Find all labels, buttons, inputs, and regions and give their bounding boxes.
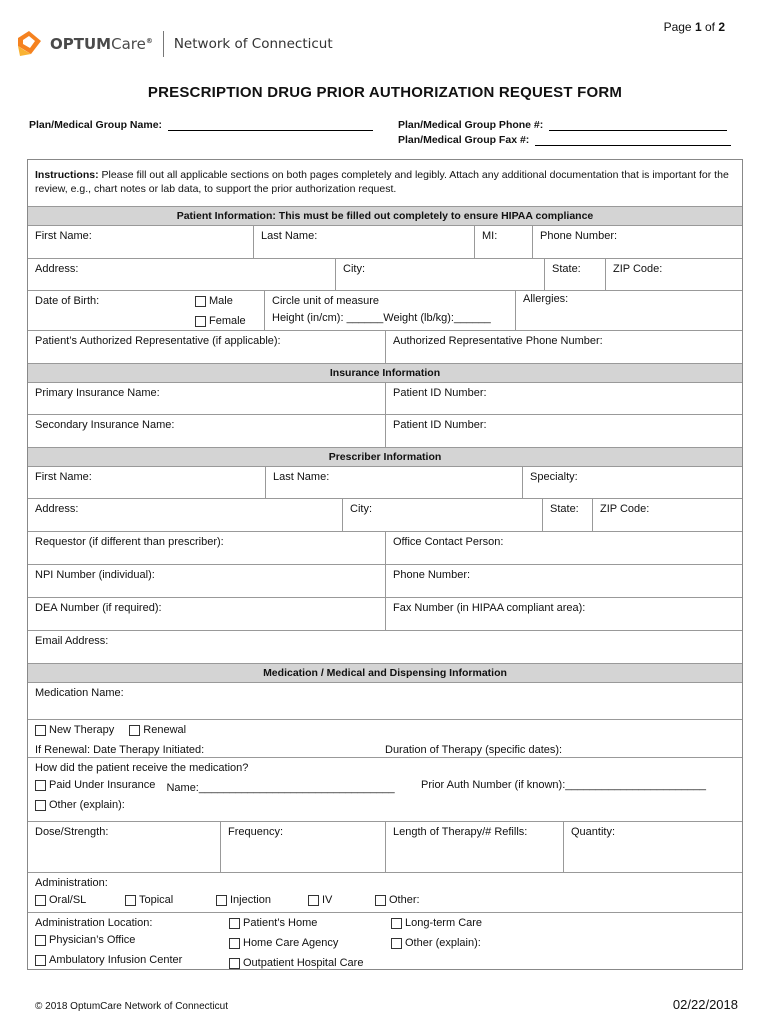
home-care-agency-checkbox[interactable]: Home Care Agency [229,935,338,952]
patient-name-row [28,225,742,258]
insurance-name-field[interactable]: Name:________________________________ [166,782,395,794]
logo-network: Network of Connecticut [173,36,333,52]
ambulatory-infusion-checkbox[interactable]: Ambulatory Infusion Center [35,952,182,969]
other-explain-checkbox[interactable]: Other (explain): [35,797,125,814]
iv-checkbox[interactable]: IV [308,892,332,909]
primary-insurance[interactable]: Primary Insurance Name: [35,387,160,399]
physicians-office-checkbox[interactable]: Physician’s Office [35,932,135,949]
prescriber-email[interactable]: Email Address: [35,635,109,647]
admin-location-row [28,912,742,969]
requestor[interactable]: Requestor (if different than prescriber): [35,536,224,548]
optum-logo-icon [14,29,44,59]
patient-dob[interactable]: Date of Birth: [35,295,100,307]
patient-auth-rep-row [28,330,742,363]
form-title: PRESCRIPTION DRUG PRIOR AUTHORIZATION REQUEST FORM [147,84,623,101]
insurance-secondary-row [28,414,742,447]
insurance-primary-row [28,382,742,414]
prescriber-fax[interactable]: Fax Number (in HIPAA compliant area): [385,598,742,630]
patient-gender [188,291,264,330]
form-date: 02/22/2018 [672,997,738,1012]
prescriber-email-row [28,630,742,663]
prescriber-last-name[interactable]: Last Name: [265,467,522,498]
office-contact[interactable]: Office Contact Person: [385,532,742,564]
administration-row [28,872,742,912]
admin-location-col3 [384,913,742,969]
prescriber-npi-row [28,564,742,597]
prescriber-specialty[interactable]: Specialty: [522,467,742,498]
prescriber-dea-row [28,597,742,630]
patient-zip[interactable]: ZIP Code: [605,259,742,290]
administration: Administration: Oral/SL Topical Injection IV Other: [28,873,742,912]
medication-name-row [28,682,742,719]
patient-auth-rep-phone[interactable]: Authorized Representative Phone Number: [385,331,742,363]
outpatient-hospital-checkbox[interactable]: Outpatient Hospital Care [229,955,363,972]
optum-care-logo [14,22,333,66]
renewal-checkbox[interactable]: Renewal [129,722,186,739]
dea-number[interactable]: DEA Number (if required): [35,602,162,614]
frequency[interactable]: Frequency: [220,822,385,872]
insurance-section-header: Insurance Information [28,363,742,382]
medication-name[interactable]: Medication Name: [35,687,124,699]
prescriber-section-header: Prescriber Information [28,447,742,466]
prescriber-phone[interactable]: Phone Number: [385,565,742,597]
patient-state[interactable]: State: [544,259,605,290]
secondary-insurance[interactable]: Secondary Insurance Name: [35,419,175,431]
patient-first-name[interactable]: First Name: [35,230,92,242]
dose-strength[interactable]: Dose/Strength: [35,826,109,838]
instructions-row [28,160,742,206]
plan-phone-field[interactable]: Plan/Medical Group Phone #: [398,119,727,131]
date-therapy-initiated[interactable]: If Renewal: Date Therapy Initiated: [35,744,205,756]
topical-checkbox[interactable]: Topical [125,892,173,909]
length-of-therapy[interactable]: Length of Therapy/# Refills: [385,822,563,872]
logo-divider [163,31,164,57]
patient-allergies[interactable]: Allergies: [515,291,742,330]
dose-row [28,821,742,872]
prescriber-state[interactable]: State: [542,499,592,531]
other-location-checkbox[interactable]: Other (explain): [391,935,481,952]
copyright: © 2018 OptumCare Network of Connecticut [35,1001,229,1012]
page-number: Page 1 of 2 [663,20,725,34]
patient-measurements[interactable]: Circle unit of measure Height (in/cm): ______Weight (lb/kg):______ [264,291,515,330]
female-checkbox[interactable]: Female [195,313,246,330]
instructions: Instructions: Please fill out all applicable sections on both pages completely and legibly. Attach any additional documentation that is important for the review, e.g., chart notes or lab data, to support the prior authorization request. [35,169,729,195]
how-received: How did the patient receive the medication? Paid Under Insurance Name:________________________________ Prior Auth Number (if known):_______________________ Other (explain): [28,758,742,821]
prescriber-name-row [28,466,742,498]
paid-under-insurance-checkbox[interactable]: Paid Under Insurance [35,777,155,794]
npi-number[interactable]: NPI Number (individual): [35,569,155,581]
primary-patient-id[interactable]: Patient ID Number: [385,383,742,414]
long-term-care-checkbox[interactable]: Long-term Care [391,915,482,932]
patient-mi[interactable]: MI: [474,226,532,258]
prescriber-zip[interactable]: ZIP Code: [592,499,742,531]
duration-of-therapy[interactable]: Duration of Therapy (specific dates): [385,744,563,756]
new-therapy-checkbox[interactable]: New Therapy [35,722,114,739]
patient-auth-rep[interactable]: Patient’s Authorized Representative (if applicable): [35,335,281,347]
prescriber-address[interactable]: Address: [35,503,79,515]
admin-location-col2 [222,913,384,969]
patient-last-name[interactable]: Last Name: [253,226,474,258]
therapy-row [28,719,742,757]
medication-section-header: Medication / Medical and Dispensing Information [28,663,742,682]
patient-address-row [28,258,742,290]
injection-checkbox[interactable]: Injection [216,892,271,909]
plan-fax-field[interactable]: Plan/Medical Group Fax #: [398,134,731,146]
therapy-type [28,720,742,757]
patients-home-checkbox[interactable]: Patient’s Home [229,915,317,932]
other-admin-checkbox[interactable]: Other: [375,892,420,909]
prescriber-requestor-row [28,531,742,564]
authorization-form [27,159,743,970]
secondary-patient-id[interactable]: Patient ID Number: [385,415,742,447]
quantity[interactable]: Quantity: [563,822,742,872]
prior-auth-number-field[interactable]: Prior Auth Number (if known):_______________________ [421,779,706,791]
patient-dob-row [28,290,742,330]
prescriber-address-row [28,498,742,531]
patient-city[interactable]: City: [335,259,544,290]
oral-checkbox[interactable]: Oral/SL [35,892,86,909]
patient-phone[interactable]: Phone Number: [532,226,742,258]
patient-section-header: Patient Information: This must be filled out completely to ensure HIPAA compliance [28,206,742,225]
received-row [28,757,742,821]
admin-location-col1: Administration Location: Physician’s Office Ambulatory Infusion Center [28,913,222,969]
logo-brand: OPTUMCare® [50,35,153,53]
patient-address[interactable]: Address: [35,263,79,275]
prescriber-first-name[interactable]: First Name: [35,471,92,483]
male-checkbox[interactable]: Male [195,293,233,310]
prescriber-city[interactable]: City: [342,499,542,531]
plan-group-name-field[interactable]: Plan/Medical Group Name: [29,119,373,131]
